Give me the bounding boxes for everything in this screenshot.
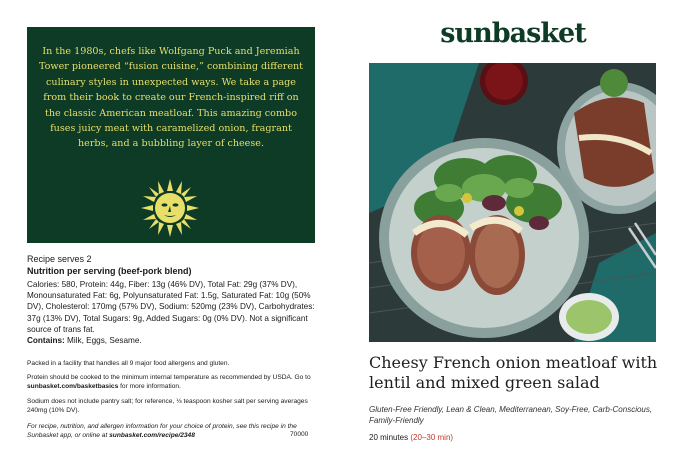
nutrition-facts-text: Calories: 580, Protein: 44g, Fiber: 13g (46% DV), Total Fat: 29g (37% DV), Monounsaturated Fat: 6g, Polyunsaturated Fat: 1.5g, Saturated Fat: 10g (50% DV), Cholesterol: 170mg (57% DV), Sodium: 520mg (23% DV), Carbohydrates: 37g (13% DV), Total Sugars: 9g, Added Sugars: 0g (0% DV). Not a significant source of trans fat. — [27, 280, 315, 334]
sun-logo-icon — [139, 177, 201, 239]
protein-note — [27, 373, 327, 391]
basket-basics-link[interactable]: sunbasket.com/basketbasics — [27, 383, 119, 390]
protein-note-text: Protein should be cooked to the minimum internal temperature as recommended by USDA. Go to — [27, 374, 311, 381]
contains-value: Milk, Eggs, Sesame. — [64, 336, 142, 346]
intro-panel — [27, 27, 315, 243]
cook-time-value: 20 minutes — [369, 433, 409, 442]
recipe-tags: Gluten-Free Friendly, Lean & Clean, Mediterranean, Soy-Free, Carb-Conscious, Family-Friendly — [369, 405, 653, 425]
sodium-note: Sodium does not include pantry salt; for reference, ⅛ teaspoon kosher salt per serving averages 240mg (10% DV). — [27, 398, 308, 414]
cook-time-range: (20–30 min) — [410, 433, 454, 442]
recipe-note-text: For recipe, nutrition, and allergen information for your choice of protein, see this recipe in the Sunbasket app, or online at — [27, 423, 297, 439]
nutrition-heading: Nutrition per serving (beef-pork blend) — [27, 266, 192, 276]
contains-label: Contains: — [27, 336, 65, 346]
recipe-link[interactable]: sunbasket.com/recipe/2348 — [109, 432, 195, 439]
intro-text: In the 1980s, chefs like Wolfgang Puck and Jeremiah Tower pioneered “fusion cuisine,” combining different culinary styles in unexpected ways. We take a page from their book to create our French-inspired riff on the classic American meatloaf. This amazing combo fuses juicy meat with caramelized onion, fragrant herbs, and a bubbling layer of cheese. — [38, 46, 304, 150]
serves-text: Recipe serves 2 — [27, 254, 92, 264]
recipe-code: 70000 — [290, 431, 309, 438]
sunbasket-logo: sunbasket — [440, 18, 586, 49]
cook-time — [369, 433, 453, 442]
meatloaf-photo — [369, 63, 656, 342]
recipe-title: Cheesy French onion meatloaf with lentil and mixed green salad — [369, 353, 658, 392]
protein-note-suffix: for more information. — [118, 383, 181, 390]
recipe-note — [27, 422, 327, 440]
nutrition-facts — [27, 279, 319, 346]
allergen-note: Packed in a facility that handles all 9 major food allergens and gluten. — [27, 360, 230, 367]
